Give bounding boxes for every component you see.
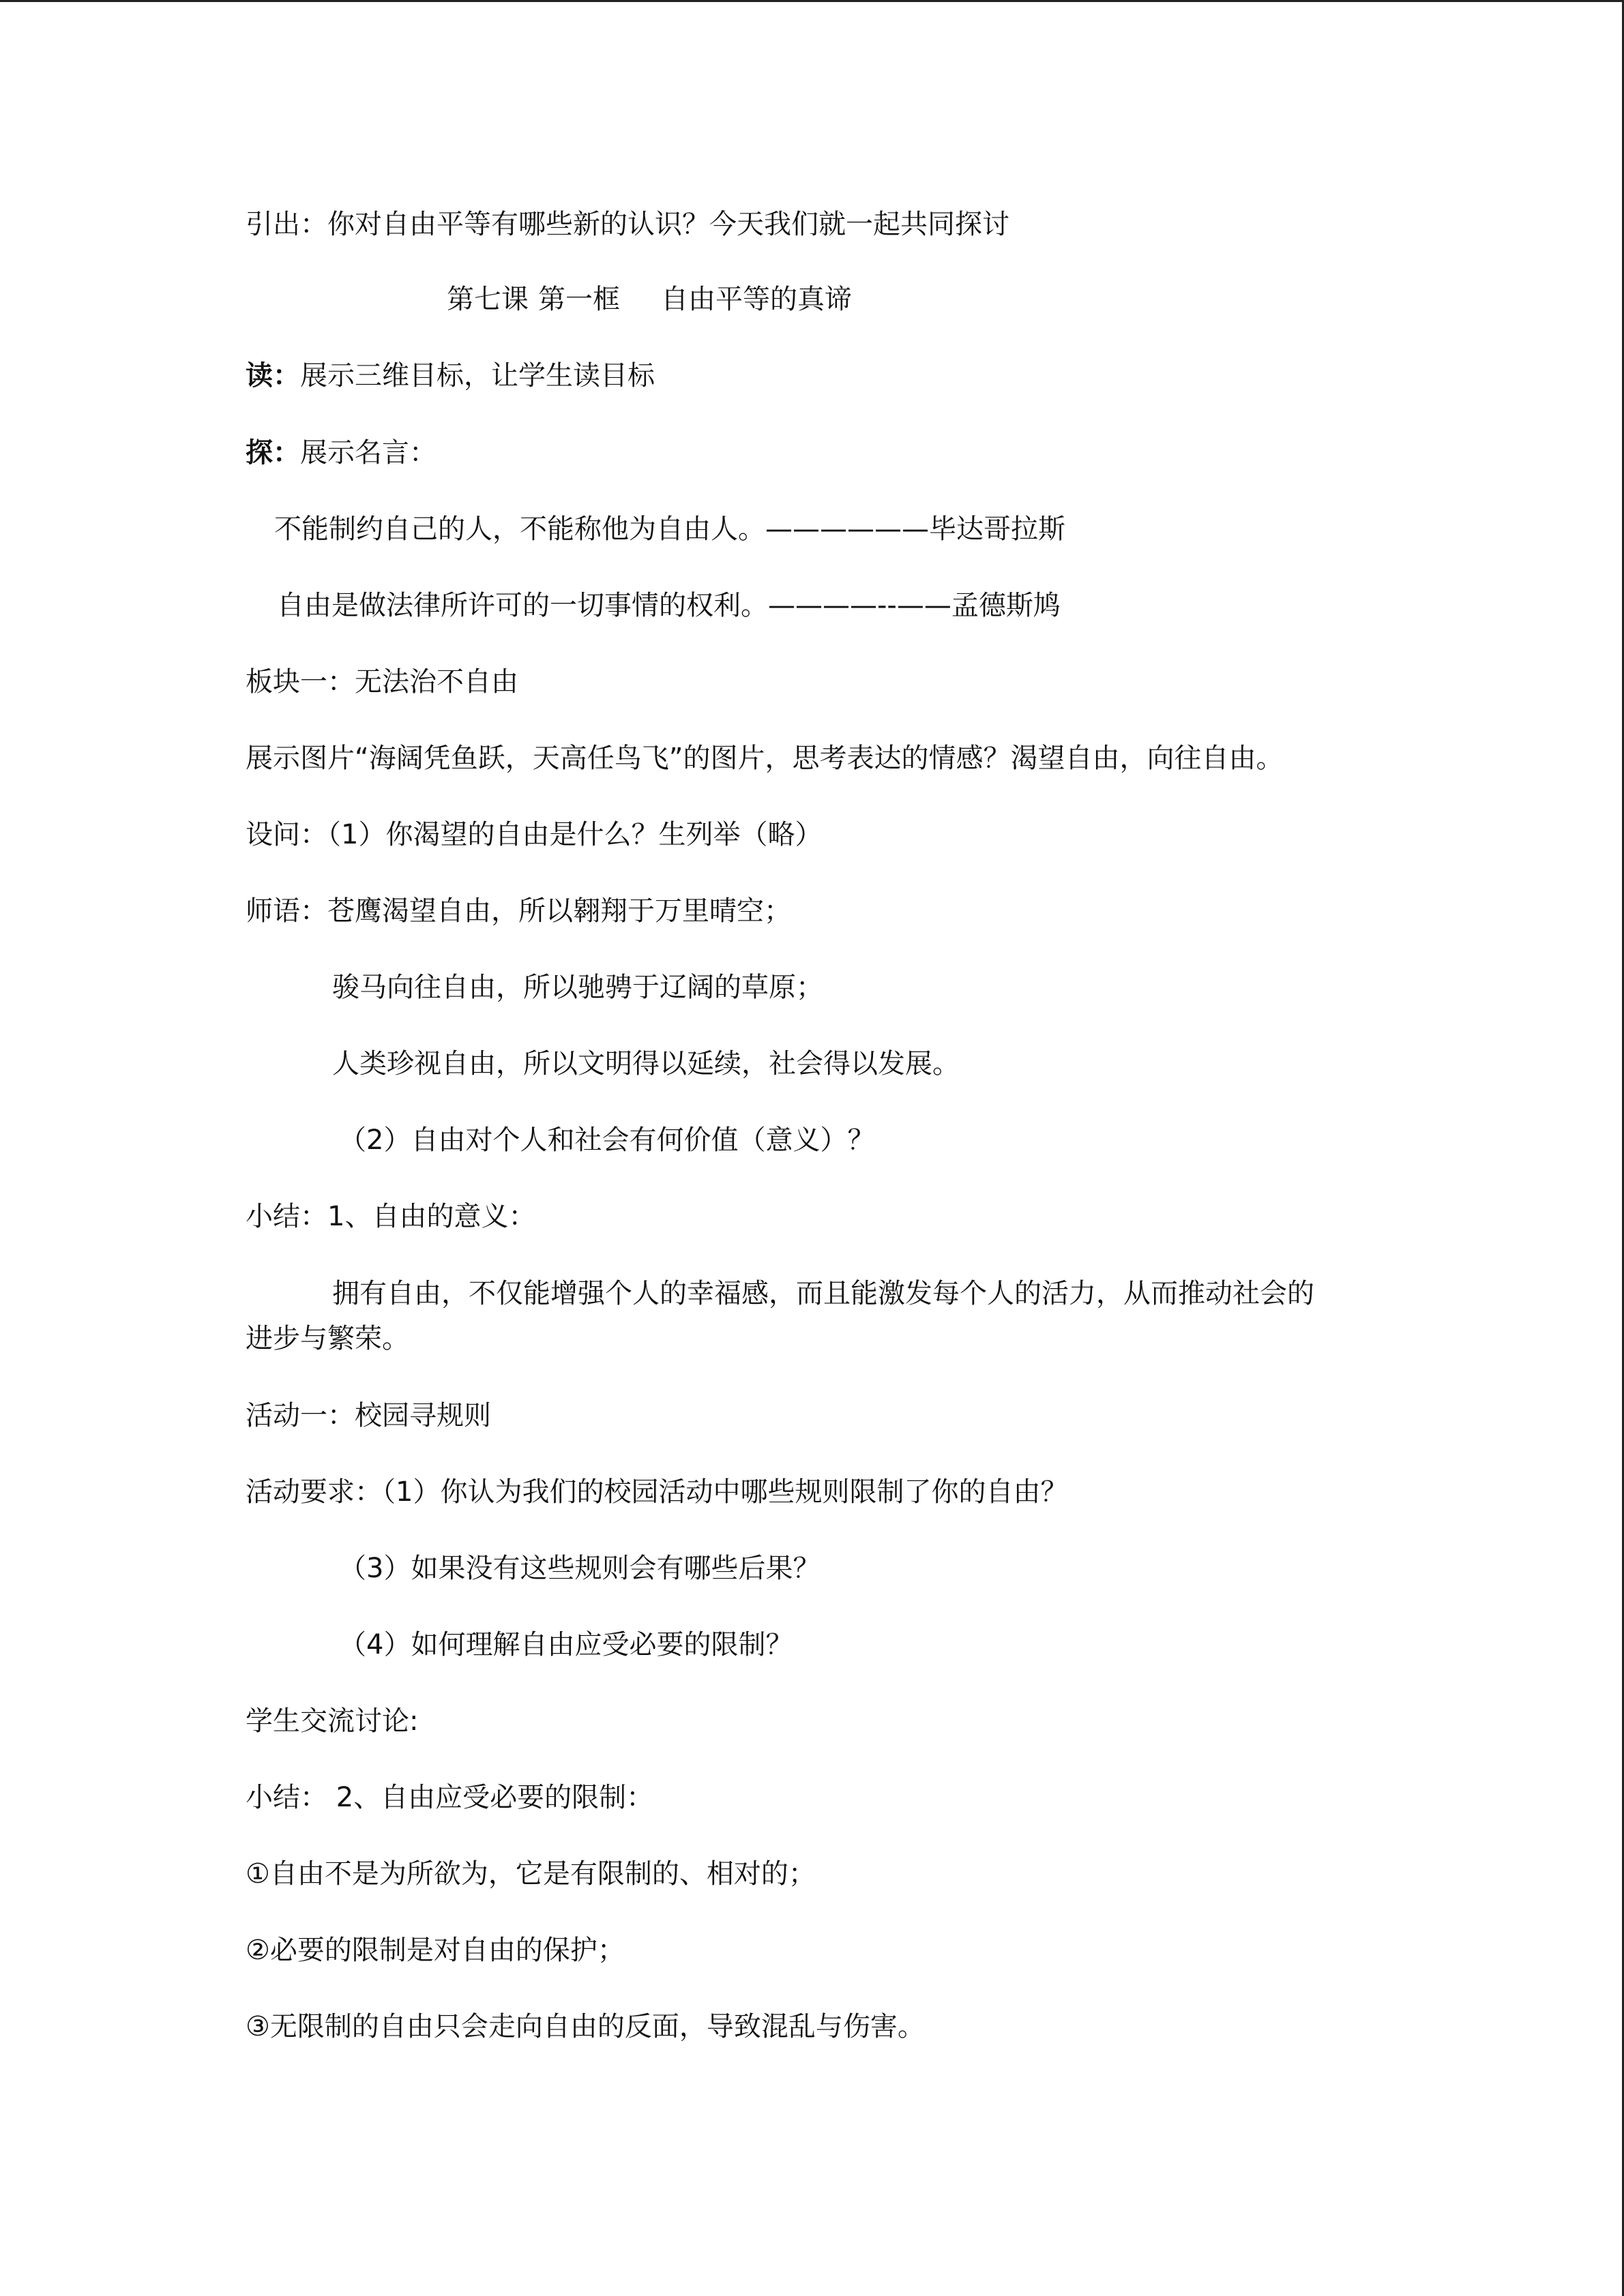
summary-point-1: ①自由不是为所欲为，它是有限制的、相对的；: [246, 1858, 816, 1890]
activity-requirement-4: （4）如何理解自由应受必要的限制？: [339, 1629, 793, 1660]
activity-one-heading: 活动一：校园寻规则: [246, 1400, 491, 1431]
read-text: 展示三维目标，让学生读目标: [300, 360, 655, 391]
read-label: 读：: [246, 360, 300, 391]
question-two: （2）自由对个人和社会有何价值（意义）？: [339, 1124, 875, 1156]
activity-requirement-3: （3）如果没有这些规则会有哪些后果？: [339, 1553, 821, 1584]
summary-one-heading: 小结：1、自由的意义：: [246, 1201, 536, 1232]
explore-label: 探：: [246, 437, 300, 468]
teacher-words-1: 师语：苍鹰渴望自由，所以翱翔于万里晴空；: [246, 895, 791, 927]
activity-requirement-1: 活动要求：（1）你认为我们的校园活动中哪些规则限制了你的自由？: [246, 1476, 1068, 1508]
intro-line: 引出：你对自由平等有哪些新的认识？今天我们就一起共同探讨: [246, 209, 1009, 240]
summary-one-text: 拥有自由，不仅能增强个人的幸福感，而且能激发每个人的活力，从而推动社会的: [332, 1278, 1314, 1309]
summary-point-2: ②必要的限制是对自由的保护；: [246, 1935, 625, 1966]
summary-one-text-cont: 进步与繁荣。: [246, 1323, 409, 1354]
teacher-words-3: 人类珍视自由，所以文明得以延续，社会得以发展。: [332, 1048, 960, 1079]
section-one-heading: 板块一：无法治不自由: [246, 666, 518, 698]
lesson-number: 第七课: [447, 284, 529, 315]
teacher-words-2: 骏马向往自由，所以驰骋于辽阔的草原；: [332, 972, 823, 1003]
summary-two-heading: 小结： 2、自由应受必要的限制：: [246, 1782, 654, 1813]
picture-prompt: 展示图片“海阔凭鱼跃，天高任鸟飞”的图片，思考表达的情感？渴望自由，向往自由。: [246, 743, 1284, 774]
student-discussion: 学生交流讨论:: [246, 1705, 419, 1737]
question-one: 设问：（1）你渴望的自由是什么？生列举（略）: [246, 819, 823, 850]
frame-number: 第一框: [538, 284, 620, 315]
quote-montesquieu: 自由是做法律所许可的一切事情的权利。————--——孟德斯鸠: [277, 590, 1061, 621]
read-line: [246, 357, 655, 395]
explore-line: [246, 434, 437, 472]
explore-text: 展示名言：: [300, 437, 437, 468]
lesson-title: [447, 280, 852, 318]
quote-pythagoras: 不能制约自己的人，不能称他为自由人。——————毕达哥拉斯: [274, 513, 1065, 545]
summary-point-3: ③无限制的自由只会走向自由的反面，导致混乱与伤害。: [246, 2011, 925, 2042]
lesson-topic: 自由平等的真谛: [661, 284, 852, 315]
